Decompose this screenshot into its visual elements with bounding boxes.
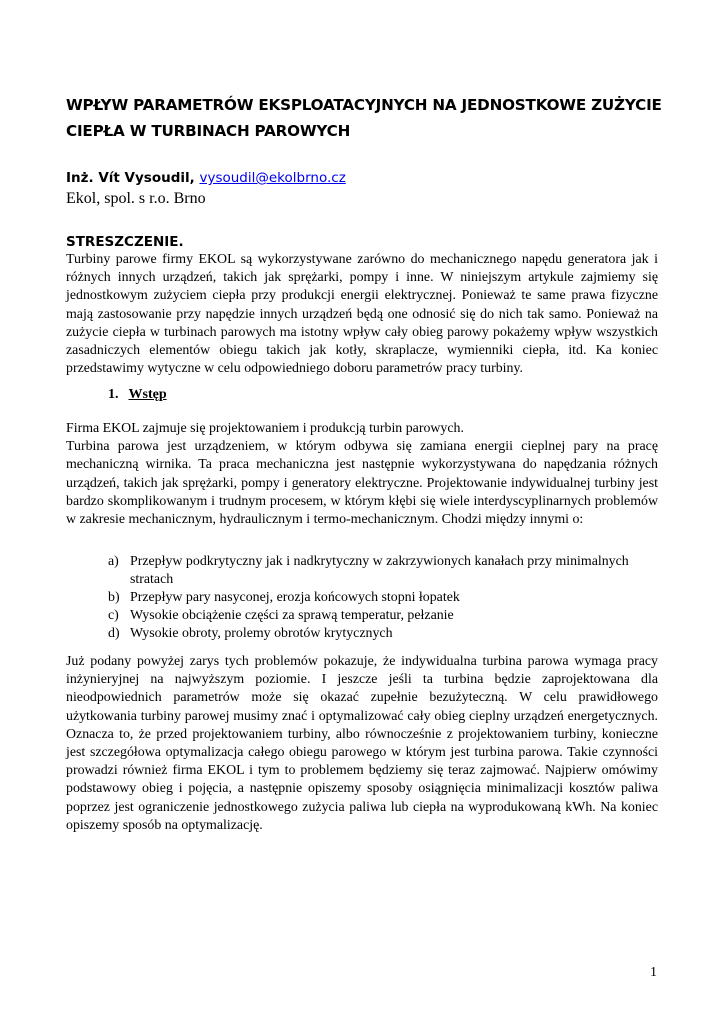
company-name: Ekol, spol. s r.o. Brno bbox=[66, 190, 206, 207]
list-item-label: a) bbox=[108, 554, 119, 569]
document-title: WPŁYW PARAMETRÓW EKSPLOATACYJNYCH NA JEDNOSTKOWE ZUŻYCIE CIEPŁA W TURBINACH PAROWYCH bbox=[66, 96, 662, 140]
list-item bbox=[108, 607, 668, 625]
list-item-text: Przepływ podkrytyczny jak i nadkrytyczny w zakrzywionych kanałach przy minimalnych stratach bbox=[130, 554, 629, 587]
abstract-heading: STRESZCZENIE. bbox=[66, 234, 184, 250]
list-item bbox=[108, 625, 668, 643]
list-item-label: c) bbox=[108, 608, 119, 623]
author-email-link[interactable]: vysoudil@ekolbrno.cz bbox=[199, 170, 346, 186]
list-item-text: Wysokie obciążenie części za sprawą temperatur, pełzanie bbox=[130, 608, 454, 623]
intro-first-line: Firma EKOL zajmuje się projektowaniem i produkcją turbin parowych. bbox=[66, 421, 464, 436]
problems-list bbox=[108, 553, 668, 643]
list-item-text: Przepływ pary nasyconej, erozja końcowych stopni łopatek bbox=[130, 590, 460, 605]
section-heading bbox=[108, 386, 167, 404]
list-item-label: b) bbox=[108, 590, 120, 605]
author-name: Inż. Vít Vysoudil, bbox=[66, 170, 195, 186]
list-item bbox=[108, 553, 668, 589]
page-number: 1 bbox=[650, 965, 657, 980]
list-item-label: d) bbox=[108, 626, 120, 641]
section-title: Wstęp bbox=[128, 387, 167, 402]
list-item bbox=[108, 589, 668, 607]
abstract-text: Turbiny parowe firmy EKOL są wykorzystywane zarówno do mechanicznego napędu generatora jak i różnych innych urządzeń, takich jak sprężarki, pompy i inne. W niniejszym artykule zajmiemy się jednostkowym zużyciem ciepła przy produkcji energii elektrycznej. Ponieważ te same prawa fizyczne mają zastosowanie przy napędzie innych urządzeń będą one odnosić się do nich tak samo. Ponieważ na zużycie ciepła w turbinach parowych ma istotny wpływ cały obieg parowy pokażemy wpływ wszystkich zasadniczych elementów obiegu takich jak kotły, skraplacze, wymienniki ciepła, itd. Ka koniec przedstawimy wytyczne w celu odpowiedniego doboru parametrów pracy turbiny. bbox=[66, 252, 658, 377]
intro-body: Turbina parowa jest urządzeniem, w którym odbywa się zamiana energii cieplnej pary na pracę mechaniczną wirnika. Ta praca mechaniczna jest następnie wykorzystywana do napędzania różnych urządzeń, takich jak sprężarki, pompy i generatory elektryczne. Projektowanie indywidualnej turbiny jest bardzo skomplikowanym i trudnym procesem, w którym kłębi się wiele interdyscyplinarnych problemów w zakresie mechanicznym, hydraulicznym i termo-mechanicznym. Chodzi między innymi o: bbox=[66, 439, 658, 528]
list-item-text: Wysokie obroty, prolemy obrotów krytycznych bbox=[130, 626, 393, 641]
section-number: 1. bbox=[108, 387, 119, 402]
closing-paragraph: Już podany powyżej zarys tych problemów pokazuje, że indywidualna turbina parowa wymaga pracy inżynieryjnej na najwyższym poziomie. I jeszcze jeśli ta turbina będzie zaprojektowana dla nieodpowiednich parametrów może się okazać zupełnie bezużyteczną. W celu prawidłowego użytkowania turbiny parowej musimy znać i optymalizować cały obieg cieplny urządzeń energetycznych. Oznacza to, że przed projektowaniem turbiny, albo równocześnie z projektowaniem turbiny, konieczne jest szczegółowa optymalizacja całego obiegu parowego w którym jest turbina parowa. Takie czynności prowadzi również firma EKOL i tym to problemem będziemy się teraz zajmować. Najpierw omówimy podstawowy obieg i pojęcia, a następnie opiszemy sposoby osiągnięcia minimalizacji kosztów paliwa poprzez jest ograniczenie jednostkowego zużycia paliwa lub ciepła na wyprodukowaną kWh. Na koniec opiszemy sposób na optymalizację. bbox=[66, 654, 658, 833]
author-line bbox=[66, 169, 346, 187]
intro-paragraph bbox=[66, 420, 658, 529]
